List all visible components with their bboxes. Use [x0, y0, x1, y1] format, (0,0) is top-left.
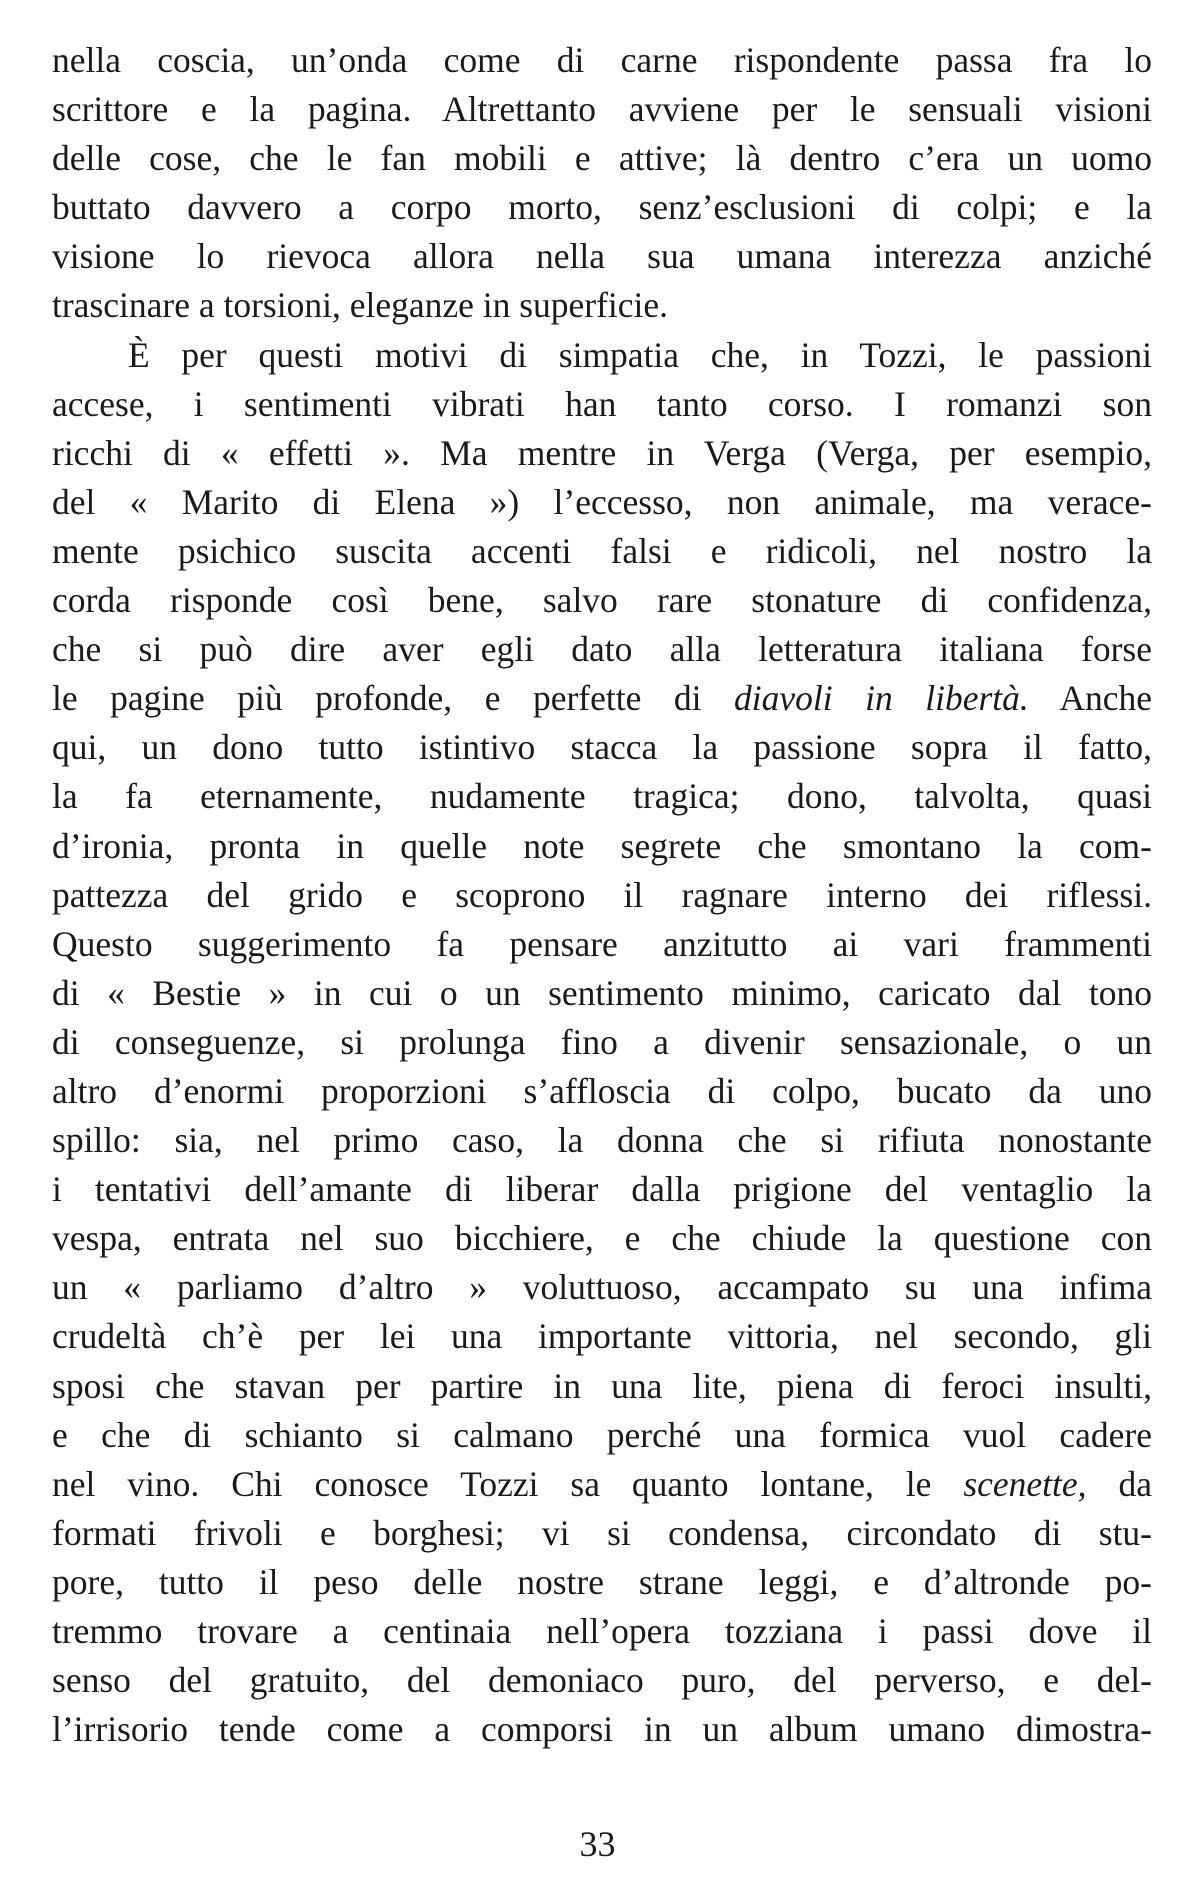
text-line: visione lo rievoca allora nella sua umana interezza anziché: [52, 236, 1152, 277]
text-line: scrittore e la pagina. Altrettanto avviene per le sensuali visioni: [52, 89, 1152, 130]
text-line: pattezza del grido e scoprono il ragnare interno dei riflessi.: [52, 874, 1152, 915]
text-line: l’irrisorio tende come a comporsi in un album umano dimostra-: [52, 1709, 1152, 1750]
page-number: 33: [579, 1824, 616, 1864]
text-line: qui, un dono tutto istintivo stacca la passione sopra il fatto,: [52, 727, 1152, 768]
text-line: nel vino. Chi conosce Tozzi sa quanto lontane, le scenette, da: [52, 1463, 1152, 1504]
text-line: la fa eternamente, nudamente tragica; dono, talvolta, quasi: [52, 776, 1152, 817]
text-line: che si può dire aver egli dato alla letteratura italiana forse: [52, 629, 1152, 670]
text-line: formati frivoli e borghesi; vi si condensa, circondato di stu-: [52, 1512, 1152, 1553]
text-line: crudeltà ch’è per lei una importante vittoria, nel secondo, gli: [52, 1316, 1152, 1357]
text-line: vespa, entrata nel suo bicchiere, e che chiude la questione con: [52, 1218, 1152, 1259]
text-line: delle cose, che le fan mobili e attive; là dentro c’era un uomo: [52, 138, 1152, 179]
text-line: un « parliamo d’altro » voluttuoso, accampato su una infima: [52, 1267, 1152, 1308]
text-line: trascinare a torsioni, eleganze in superficie.: [52, 285, 669, 326]
text-line: le pagine più profonde, e perfette di diavoli in libertà. Anche: [52, 678, 1152, 719]
italic-phrase: scenette,: [963, 1463, 1087, 1504]
text-line: e che di schianto si calmano perché una formica vuol cadere: [52, 1414, 1152, 1455]
text-line: senso del gratuito, del demoniaco puro, del perverso, e del-: [52, 1660, 1152, 1701]
text-line: accese, i sentimenti vibrati han tanto corso. I romanzi son: [52, 383, 1152, 424]
text-line: spillo: sia, nel primo caso, la donna che si rifiuta nonostante: [52, 1120, 1152, 1161]
text-line: tremmo trovare a centinaia nell’opera tozziana i passi dove il: [52, 1611, 1152, 1651]
text-line: d’ironia, pronta in quelle note segrete che smontano la com-: [52, 825, 1152, 866]
paragraph-start-line: È per questi motivi di simpatia che, in Tozzi, le passioni: [128, 334, 1152, 375]
text-line: corda risponde così bene, salvo rare stonature di confidenza,: [52, 580, 1152, 621]
text-line: del « Marito di Elena ») l’eccesso, non animale, ma verace-: [52, 481, 1152, 522]
text-line: i tentativi dell’amante di liberar dalla prigione del ventaglio la: [52, 1169, 1152, 1210]
text-line: di « Bestie » in cui o un sentimento minimo, caricato dal tono: [52, 972, 1152, 1013]
text-line: Questo suggerimento fa pensare anzitutto ai vari frammenti: [52, 923, 1152, 964]
text-line: buttato davvero a corpo morto, senz’esclusioni di colpi; e la: [52, 187, 1152, 228]
italic-phrase: diavoli in libertà.: [734, 678, 1029, 719]
body-text: [52, 36, 1152, 1754]
text-line: ricchi di « effetti ». Ma mentre in Verga (Verga, per esempio,: [52, 432, 1152, 473]
text-line: sposi che stavan per partire in una lite, piena di feroci insulti,: [52, 1365, 1152, 1406]
text-line: pore, tutto il peso delle nostre strane leggi, e d’altronde po-: [52, 1561, 1152, 1602]
text-line: mente psichico suscita accenti falsi e ridicoli, nel nostro la: [52, 530, 1152, 571]
text-line: di conseguenze, si prolunga fino a divenir sensazionale, o un: [52, 1021, 1152, 1062]
text-line: altro d’enormi proporzioni s’affloscia di colpo, bucato da uno: [52, 1070, 1152, 1111]
text-line: nella coscia, un’onda come di carne rispondente passa fra lo: [52, 40, 1152, 80]
